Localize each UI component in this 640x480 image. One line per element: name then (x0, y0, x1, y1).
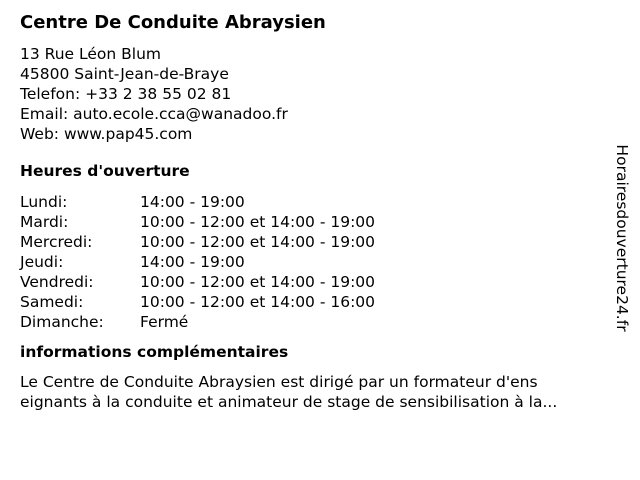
time-value: Fermé (140, 313, 189, 331)
day-label: Samedi: (20, 293, 84, 311)
time-value: 14:00 - 19:00 (140, 193, 245, 211)
day-label: Vendredi: (20, 273, 94, 291)
address-city: 45800 Saint-Jean-de-Braye (20, 65, 229, 83)
info-heading: informations complémentaires (20, 343, 289, 361)
day-label: Mardi: (20, 213, 69, 231)
hours-row-saturday (20, 292, 610, 312)
hours-row-monday (20, 192, 610, 212)
hours-heading: Heures d'ouverture (20, 162, 190, 180)
phone-text: Telefon: +33 2 38 55 02 81 (20, 85, 232, 103)
hours-row-wednesday (20, 232, 610, 252)
hours-table (20, 192, 610, 332)
time-value: 14:00 - 19:00 (140, 253, 245, 271)
time-value: 10:00 - 12:00 et 14:00 - 16:00 (140, 293, 376, 311)
time-value: 10:00 - 12:00 et 14:00 - 19:00 (140, 273, 376, 291)
day-label: Jeudi: (20, 253, 64, 271)
day-label: Mercredi: (20, 233, 93, 251)
hours-row-tuesday (20, 212, 610, 232)
business-name: Centre De Conduite Abraysien (20, 12, 326, 33)
time-value: 10:00 - 12:00 et 14:00 - 19:00 (140, 213, 376, 231)
day-label: Dimanche: (20, 313, 104, 331)
hours-row-friday (20, 272, 610, 292)
web-text: Web: www.pap45.com (20, 125, 193, 143)
description-text (20, 372, 610, 412)
time-value: 10:00 - 12:00 et 14:00 - 19:00 (140, 233, 376, 251)
address-street: 13 Rue Léon Blum (20, 45, 162, 63)
description-line: eignants à la conduite et animateur de stage de sensibilisation à la... (20, 393, 558, 411)
description-line: Le Centre de Conduite Abraysien est dirigé par un formateur d'ens (20, 373, 538, 391)
day-label: Lundi: (20, 193, 68, 211)
watermark-text: Horairesdouverture24.fr (613, 144, 631, 332)
contact-block (20, 44, 610, 144)
email-text: Email: auto.ecole.cca@wanadoo.fr (20, 105, 288, 123)
hours-row-sunday (20, 312, 610, 332)
business-card (20, 12, 610, 412)
hours-row-thursday (20, 252, 610, 272)
